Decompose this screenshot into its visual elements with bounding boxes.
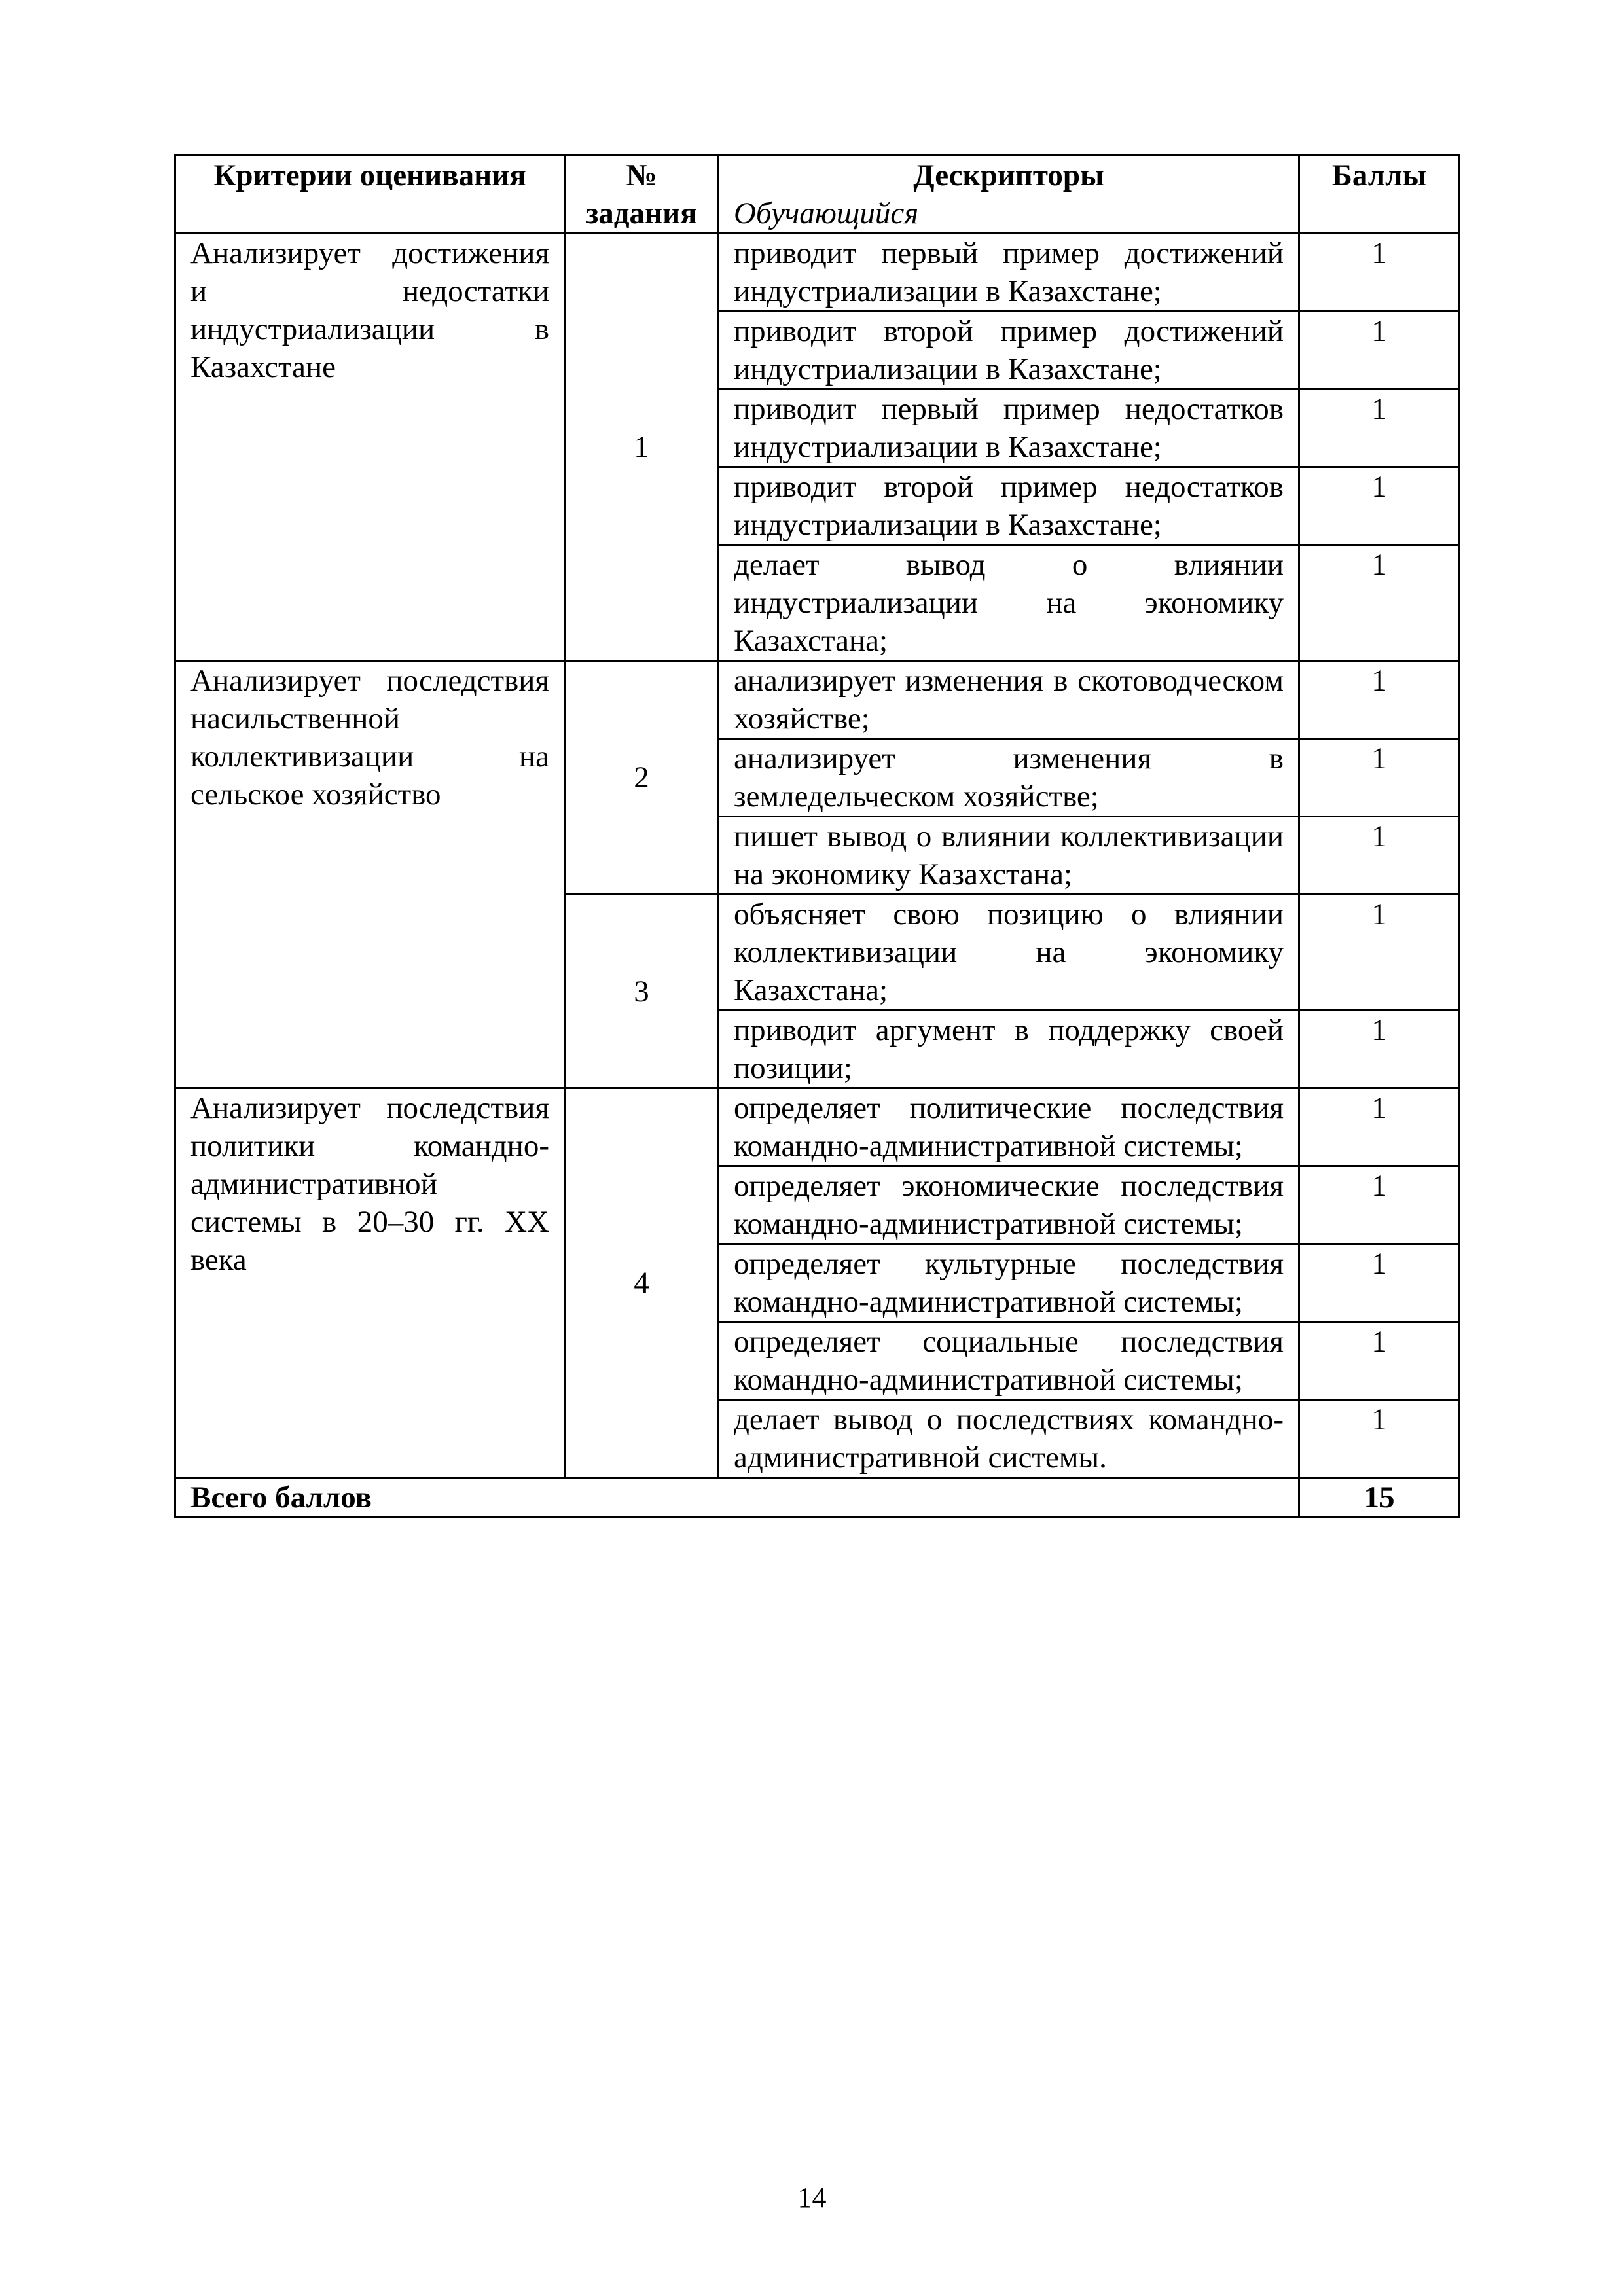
descriptor-cell: приводит первый пример недостатков индустриализации в Казахстане; xyxy=(719,389,1299,467)
descriptor-cell: определяет культурные последствия командно-административной системы; xyxy=(719,1244,1299,1322)
criterion-cell: Анализирует последствия политики командно-административной системы в 20–30 гг. XX века xyxy=(175,1088,565,1478)
descriptor-cell: определяет экономические последствия командно-административной системы; xyxy=(719,1166,1299,1244)
task-number-cell: 4 xyxy=(565,1088,719,1478)
criterion-cell: Анализирует достижения и недостатки индустриализации в Казахстане xyxy=(175,234,565,661)
total-row xyxy=(175,1478,1460,1518)
descriptor-cell: приводит второй пример недостатков индустриализации в Казахстане; xyxy=(719,467,1299,545)
points-cell: 1 xyxy=(1299,467,1460,545)
descriptor-cell: делает вывод о влиянии индустриализации на экономику Казахстана; xyxy=(719,545,1299,661)
rubric-table xyxy=(174,154,1460,1518)
task-number-cell: 3 xyxy=(565,895,719,1088)
descriptor-cell: приводит первый пример достижений индустриализации в Казахстане; xyxy=(719,234,1299,312)
table-row xyxy=(175,234,1460,312)
page-number: 14 xyxy=(797,2181,827,2214)
descriptor-cell: приводит второй пример достижений индустриализации в Казахстане; xyxy=(719,312,1299,389)
points-cell: 1 xyxy=(1299,1400,1460,1478)
descriptor-cell: определяет политические последствия командно-административной системы; xyxy=(719,1088,1299,1166)
header-descriptors-subtitle: Обучающийся xyxy=(734,196,919,230)
points-cell: 1 xyxy=(1299,1322,1460,1400)
criterion-cell: Анализирует последствия насильственной коллективизации на сельское хозяйство xyxy=(175,661,565,1088)
points-cell: 1 xyxy=(1299,312,1460,389)
points-cell: 1 xyxy=(1299,1244,1460,1322)
task-number-cell: 2 xyxy=(565,661,719,895)
header-row xyxy=(175,156,1460,234)
points-cell: 1 xyxy=(1299,895,1460,1011)
header-points: Баллы xyxy=(1299,156,1460,234)
header-criteria: Критерии оценивания xyxy=(175,156,565,234)
points-cell: 1 xyxy=(1299,234,1460,312)
points-cell: 1 xyxy=(1299,1166,1460,1244)
descriptor-cell: приводит аргумент в поддержку своей позиции; xyxy=(719,1011,1299,1088)
header-descriptors xyxy=(719,156,1299,234)
table-row xyxy=(175,661,1460,739)
header-descriptors-title: Дескрипторы xyxy=(913,158,1104,192)
points-cell: 1 xyxy=(1299,545,1460,661)
points-cell: 1 xyxy=(1299,389,1460,467)
descriptor-cell: объясняет свою позицию о влиянии коллективизации на экономику Казахстана; xyxy=(719,895,1299,1011)
points-cell: 1 xyxy=(1299,1011,1460,1088)
points-cell: 1 xyxy=(1299,739,1460,817)
task-number-cell: 1 xyxy=(565,234,719,661)
total-label: Всего баллов xyxy=(175,1478,1299,1518)
points-cell: 1 xyxy=(1299,1088,1460,1166)
total-value: 15 xyxy=(1299,1478,1460,1518)
descriptor-cell: анализирует изменения в скотоводческом хозяйстве; xyxy=(719,661,1299,739)
descriptor-cell: анализирует изменения в земледельческом хозяйстве; xyxy=(719,739,1299,817)
points-cell: 1 xyxy=(1299,817,1460,895)
descriptor-cell: определяет социальные последствия командно-административной системы; xyxy=(719,1322,1299,1400)
descriptor-cell: пишет вывод о влиянии коллективизации на экономику Казахстана; xyxy=(719,817,1299,895)
table-row xyxy=(175,1088,1460,1166)
points-cell: 1 xyxy=(1299,661,1460,739)
header-task-number: № задания xyxy=(565,156,719,234)
rubric-body xyxy=(175,234,1460,1478)
descriptor-cell: делает вывод о последствиях командно-административной системы. xyxy=(719,1400,1299,1478)
